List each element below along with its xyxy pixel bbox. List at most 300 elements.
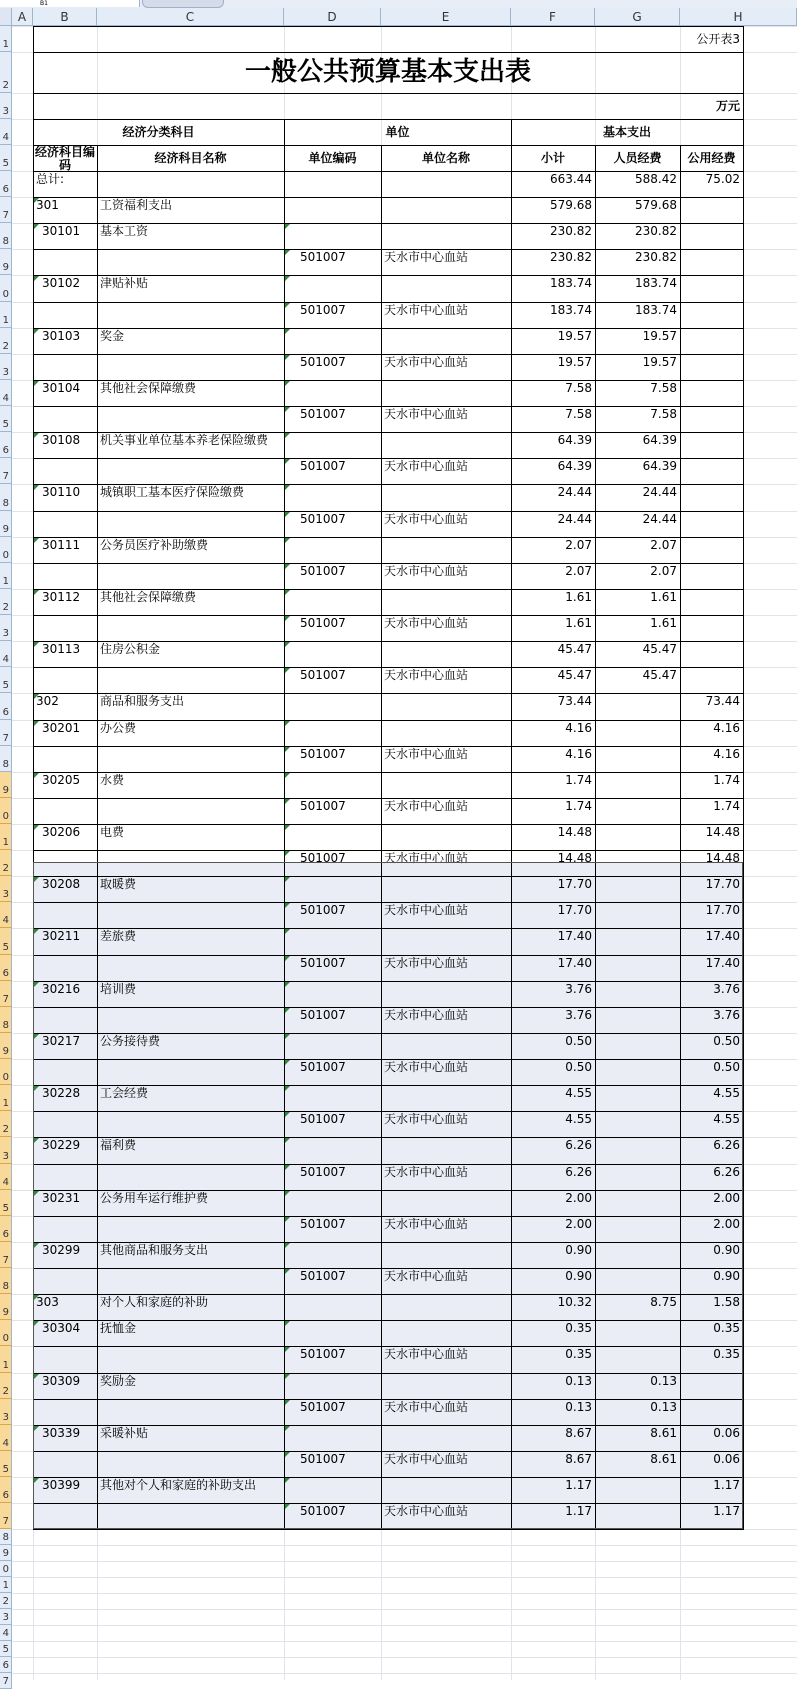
row-unit-name: 天水市中心血站 bbox=[384, 747, 469, 761]
row-personnel: 64.39 bbox=[642, 459, 677, 473]
row-number: 8 bbox=[2, 236, 9, 247]
number-as-text-indicator bbox=[34, 694, 39, 699]
row-header[interactable] bbox=[0, 1346, 12, 1373]
row-number: 2 bbox=[2, 863, 9, 874]
row-public: 4.55 bbox=[713, 1112, 740, 1126]
number-as-text-indicator bbox=[285, 1321, 290, 1326]
row-header[interactable] bbox=[0, 1111, 12, 1137]
column-header-b[interactable]: B bbox=[33, 8, 97, 26]
row-header[interactable] bbox=[0, 1657, 12, 1673]
row-header[interactable] bbox=[0, 1373, 12, 1399]
row-subtotal: 1.74 bbox=[565, 773, 592, 787]
column-title-unit-code: 单位编码 bbox=[308, 151, 357, 165]
row-unit-code bbox=[284, 430, 381, 450]
row-header[interactable] bbox=[0, 798, 12, 824]
row-header[interactable] bbox=[0, 1529, 12, 1545]
row-header[interactable] bbox=[0, 1545, 12, 1561]
number-as-text-indicator bbox=[285, 877, 290, 882]
row-header[interactable] bbox=[0, 902, 12, 928]
row-unit-name bbox=[381, 691, 511, 711]
number-as-text-indicator bbox=[34, 590, 39, 595]
toolbar-tab[interactable] bbox=[142, 0, 224, 8]
row-header[interactable] bbox=[0, 1033, 12, 1059]
row-subtotal: 0.13 bbox=[565, 1400, 592, 1414]
row-public: 1.58 bbox=[713, 1295, 740, 1309]
row-unit-code: 501007 bbox=[300, 459, 346, 473]
number-as-text-indicator bbox=[285, 1269, 290, 1274]
table-number-label: 公开表3 bbox=[696, 32, 740, 46]
row-personnel bbox=[595, 1501, 680, 1521]
row-code: 30217 bbox=[42, 1034, 81, 1048]
row-public: 4.16 bbox=[713, 721, 740, 735]
row-name: 奖金 bbox=[100, 329, 125, 343]
row-number: 2 bbox=[2, 1596, 9, 1607]
row-personnel bbox=[595, 1057, 680, 1077]
row-personnel bbox=[595, 1162, 680, 1182]
row-number: 6 bbox=[2, 1229, 9, 1240]
row-name bbox=[97, 900, 284, 920]
row-name bbox=[97, 509, 284, 529]
row-unit-name: 天水市中心血站 bbox=[384, 1504, 469, 1518]
row-header[interactable] bbox=[0, 928, 12, 955]
row-subtotal: 14.48 bbox=[557, 851, 592, 865]
row-unit-code: 501007 bbox=[300, 407, 346, 421]
number-as-text-indicator bbox=[285, 721, 290, 726]
row-header[interactable] bbox=[0, 328, 12, 354]
row-unit-code: 501007 bbox=[300, 1452, 346, 1466]
row-unit-code: 501007 bbox=[300, 1165, 346, 1179]
row-unit-name: 天水市中心血站 bbox=[384, 903, 469, 917]
row-subtotal: 0.90 bbox=[565, 1269, 592, 1283]
row-unit-name: 天水市中心血站 bbox=[384, 303, 469, 317]
row-header[interactable] bbox=[0, 1085, 12, 1111]
row-header[interactable] bbox=[0, 615, 12, 641]
row-header[interactable] bbox=[0, 1137, 12, 1164]
row-number: 7 bbox=[2, 733, 9, 744]
row-subtotal: 64.39 bbox=[557, 433, 592, 447]
row-code bbox=[33, 1005, 97, 1025]
row-name: 公务接待费 bbox=[100, 1034, 161, 1048]
row-header[interactable] bbox=[0, 171, 12, 197]
row-number: 6 bbox=[2, 445, 9, 456]
row-name bbox=[97, 1109, 284, 1129]
row-number: 5 bbox=[2, 1464, 9, 1475]
row-code: 30208 bbox=[42, 877, 81, 891]
row-public bbox=[680, 221, 743, 241]
number-as-text-indicator bbox=[285, 773, 290, 778]
row-number: 5 bbox=[2, 158, 9, 169]
row-number: 1 bbox=[2, 837, 9, 848]
row-public: 3.76 bbox=[713, 1008, 740, 1022]
select-all-corner[interactable] bbox=[0, 8, 12, 26]
row-personnel bbox=[595, 953, 680, 973]
row-public: 0.35 bbox=[713, 1321, 740, 1335]
row-personnel bbox=[595, 1188, 680, 1208]
row-subtotal: 4.16 bbox=[565, 747, 592, 761]
row-public: 4.16 bbox=[713, 747, 740, 761]
number-as-text-indicator bbox=[285, 747, 290, 752]
row-public bbox=[680, 378, 743, 398]
row-unit-name bbox=[381, 1292, 511, 1312]
row-header[interactable] bbox=[0, 1593, 12, 1609]
row-personnel: 230.82 bbox=[635, 224, 677, 238]
row-header[interactable] bbox=[0, 1625, 12, 1641]
row-unit-name: 天水市中心血站 bbox=[384, 668, 469, 682]
row-header[interactable] bbox=[0, 850, 12, 876]
column-header-g[interactable]: G bbox=[595, 8, 680, 26]
row-number: 4 bbox=[2, 1628, 9, 1639]
row-unit-name bbox=[381, 378, 511, 398]
row-header[interactable] bbox=[0, 1190, 12, 1216]
row-code bbox=[33, 1162, 97, 1182]
row-subtotal: 1.61 bbox=[565, 590, 592, 604]
row-unit-code: 501007 bbox=[300, 956, 346, 970]
row-header[interactable] bbox=[0, 275, 12, 302]
row-name bbox=[97, 1162, 284, 1182]
row-code bbox=[33, 848, 97, 868]
row-header[interactable] bbox=[0, 1320, 12, 1346]
row-public bbox=[680, 430, 743, 450]
number-as-text-indicator bbox=[34, 1321, 39, 1326]
row-header[interactable] bbox=[0, 824, 12, 850]
row-unit-name bbox=[381, 718, 511, 738]
row-header[interactable] bbox=[0, 1561, 12, 1577]
number-as-text-indicator bbox=[34, 1191, 39, 1196]
row-header[interactable] bbox=[0, 641, 12, 667]
row-subtotal: 1.17 bbox=[565, 1504, 592, 1518]
row-code bbox=[33, 1214, 97, 1234]
row-personnel bbox=[595, 1109, 680, 1129]
row-number: 9 bbox=[2, 1046, 9, 1057]
row-number: 2 bbox=[2, 602, 9, 613]
row-subtotal: 17.40 bbox=[557, 929, 592, 943]
row-code: 30211 bbox=[42, 929, 81, 943]
column-header-a[interactable]: A bbox=[12, 8, 33, 26]
row-header[interactable] bbox=[0, 981, 12, 1007]
row-name: 办公费 bbox=[100, 721, 137, 735]
row-public: 17.40 bbox=[705, 929, 740, 943]
row-header[interactable] bbox=[0, 1673, 12, 1689]
row-subtotal: 3.76 bbox=[565, 982, 592, 996]
row-code bbox=[33, 247, 97, 267]
row-header[interactable] bbox=[0, 458, 12, 484]
row-public bbox=[680, 404, 743, 424]
number-as-text-indicator bbox=[285, 1400, 290, 1405]
row-name bbox=[97, 953, 284, 973]
row-number: 1 bbox=[2, 576, 9, 587]
row-subtotal: 0.35 bbox=[565, 1347, 592, 1361]
row-name: 对个人和家庭的补助 bbox=[100, 1295, 209, 1309]
row-code bbox=[33, 953, 97, 973]
row-name bbox=[97, 665, 284, 685]
row-name: 电费 bbox=[100, 825, 125, 839]
row-header[interactable] bbox=[0, 302, 12, 328]
row-header[interactable] bbox=[0, 772, 12, 798]
row-personnel: 19.57 bbox=[642, 355, 677, 369]
row-public bbox=[680, 195, 743, 215]
column-header-c[interactable]: C bbox=[97, 8, 284, 26]
column-header-d[interactable]: D bbox=[284, 8, 381, 26]
row-code: 30228 bbox=[42, 1086, 81, 1100]
number-as-text-indicator bbox=[34, 825, 39, 830]
row-unit-code: 501007 bbox=[300, 1008, 346, 1022]
row-header[interactable] bbox=[0, 511, 12, 537]
column-header-h[interactable]: H bbox=[680, 8, 797, 26]
row-unit-name: 天水市中心血站 bbox=[384, 1008, 469, 1022]
row-unit-code: 501007 bbox=[300, 1060, 346, 1074]
row-unit-name bbox=[381, 979, 511, 999]
group-header-unit: 单位 bbox=[385, 125, 410, 139]
row-subtotal: 230.82 bbox=[550, 224, 592, 238]
number-as-text-indicator bbox=[34, 433, 39, 438]
row-header[interactable] bbox=[0, 1007, 12, 1033]
row-public: 1.74 bbox=[713, 799, 740, 813]
row-public: 0.35 bbox=[713, 1347, 740, 1361]
row-unit-name: 天水市中心血站 bbox=[384, 1269, 469, 1283]
row-header[interactable] bbox=[0, 1609, 12, 1625]
row-public bbox=[680, 535, 743, 555]
row-unit-code bbox=[284, 1240, 381, 1260]
number-as-text-indicator bbox=[34, 381, 39, 386]
row-unit-name bbox=[381, 195, 511, 215]
row-header[interactable] bbox=[0, 197, 12, 223]
row-personnel: 64.39 bbox=[642, 433, 677, 447]
row-subtotal: 0.90 bbox=[565, 1243, 592, 1257]
number-as-text-indicator bbox=[285, 1060, 290, 1065]
row-header[interactable] bbox=[0, 876, 12, 902]
row-unit-name bbox=[381, 587, 511, 607]
row-personnel bbox=[595, 1031, 680, 1051]
row-number: 2 bbox=[2, 341, 9, 352]
row-header[interactable] bbox=[0, 484, 12, 511]
border-h bbox=[33, 1529, 744, 1530]
row-public: 1.17 bbox=[713, 1478, 740, 1492]
row-unit-name bbox=[381, 1423, 511, 1443]
row-code bbox=[33, 1057, 97, 1077]
row-personnel bbox=[595, 1240, 680, 1260]
row-number: 3 bbox=[2, 1412, 9, 1423]
row-subtotal: 2.00 bbox=[565, 1217, 592, 1231]
row-header[interactable] bbox=[0, 1577, 12, 1593]
row-header[interactable] bbox=[0, 93, 12, 119]
row-header[interactable] bbox=[0, 354, 12, 380]
row-header[interactable] bbox=[0, 1399, 12, 1425]
row-name bbox=[97, 744, 284, 764]
row-public bbox=[680, 665, 743, 685]
row-header[interactable] bbox=[0, 1477, 12, 1503]
row-number: 5 bbox=[2, 1644, 9, 1655]
column-title-personnel: 人员经费 bbox=[613, 151, 662, 165]
name-box[interactable]: B1 bbox=[0, 0, 140, 7]
row-number: 1 bbox=[2, 315, 9, 326]
row-name: 公务用车运行维护费 bbox=[100, 1191, 209, 1205]
number-as-text-indicator bbox=[285, 1034, 290, 1039]
number-as-text-indicator bbox=[34, 1138, 39, 1143]
row-unit-name: 天水市中心血站 bbox=[384, 564, 469, 578]
row-header[interactable] bbox=[0, 1242, 12, 1268]
row-number: 2 bbox=[2, 80, 9, 91]
row-code: 30339 bbox=[42, 1426, 81, 1440]
row-code: 30104 bbox=[42, 381, 81, 395]
row-name bbox=[97, 613, 284, 633]
row-header[interactable] bbox=[0, 145, 12, 171]
row-header[interactable] bbox=[0, 432, 12, 458]
row-personnel: 24.44 bbox=[642, 485, 677, 499]
row-header[interactable] bbox=[0, 563, 12, 589]
row-unit-code: 501007 bbox=[300, 1217, 346, 1231]
row-number: 9 bbox=[2, 785, 9, 796]
column-header-e[interactable]: E bbox=[381, 8, 511, 26]
row-unit-name: 天水市中心血站 bbox=[384, 1452, 469, 1466]
row-header[interactable] bbox=[0, 1268, 12, 1294]
row-unit-code bbox=[284, 1475, 381, 1495]
number-as-text-indicator bbox=[285, 1374, 290, 1379]
row-unit-code: 501007 bbox=[300, 668, 346, 682]
row-number: 6 bbox=[2, 1660, 9, 1671]
group-header-econ: 经济分类科目 bbox=[122, 125, 195, 139]
row-subtotal: 183.74 bbox=[550, 303, 592, 317]
row-unit-code: 501007 bbox=[300, 903, 346, 917]
row-number: 4 bbox=[2, 1438, 9, 1449]
row-public: 17.70 bbox=[705, 877, 740, 891]
row-personnel: 19.57 bbox=[642, 329, 677, 343]
row-header[interactable] bbox=[0, 1164, 12, 1190]
row-number: 8 bbox=[2, 759, 9, 770]
row-unit-name: 天水市中心血站 bbox=[384, 355, 469, 369]
column-title-name: 经济科目名称 bbox=[154, 151, 227, 165]
number-as-text-indicator bbox=[285, 1008, 290, 1013]
number-as-text-indicator bbox=[285, 355, 290, 360]
row-public bbox=[680, 247, 743, 267]
row-name: 抚恤金 bbox=[100, 1321, 137, 1335]
row-number: 9 bbox=[2, 1307, 9, 1318]
row-public: 14.48 bbox=[705, 851, 740, 865]
number-as-text-indicator bbox=[285, 956, 290, 961]
row-number: 9 bbox=[2, 1548, 9, 1559]
row-header[interactable] bbox=[0, 537, 12, 563]
row-header[interactable] bbox=[0, 1425, 12, 1451]
row-code: 30108 bbox=[42, 433, 81, 447]
row-public bbox=[680, 352, 743, 372]
row-number: 0 bbox=[2, 1333, 9, 1344]
row-public: 0.06 bbox=[713, 1426, 740, 1440]
row-unit-code bbox=[284, 822, 381, 842]
row-personnel: 7.58 bbox=[650, 407, 677, 421]
row-public: 4.55 bbox=[713, 1086, 740, 1100]
row-header[interactable] bbox=[0, 1503, 12, 1529]
number-as-text-indicator bbox=[34, 1243, 39, 1248]
row-name bbox=[97, 848, 284, 868]
row-personnel: 230.82 bbox=[635, 250, 677, 264]
row-unit-code bbox=[284, 1135, 381, 1155]
row-name bbox=[97, 1449, 284, 1469]
row-header[interactable] bbox=[0, 1059, 12, 1085]
row-unit-code bbox=[284, 874, 381, 894]
number-as-text-indicator bbox=[285, 1347, 290, 1352]
row-name: 商品和服务支出 bbox=[100, 694, 185, 708]
row-personnel bbox=[595, 1266, 680, 1286]
row-name bbox=[97, 404, 284, 424]
number-as-text-indicator bbox=[34, 485, 39, 490]
row-unit-code bbox=[284, 691, 381, 711]
row-number: 7 bbox=[2, 1255, 9, 1266]
row-header[interactable] bbox=[0, 1216, 12, 1242]
row-name bbox=[97, 1266, 284, 1286]
row-header[interactable] bbox=[0, 667, 12, 693]
row-personnel bbox=[595, 796, 680, 816]
number-as-text-indicator bbox=[34, 642, 39, 647]
row-number: 3 bbox=[2, 1151, 9, 1162]
row-unit-name: 天水市中心血站 bbox=[384, 1217, 469, 1231]
row-header[interactable] bbox=[0, 52, 12, 93]
row-unit-name: 天水市中心血站 bbox=[384, 1347, 469, 1361]
row-header[interactable] bbox=[0, 1451, 12, 1477]
row-code: 30111 bbox=[42, 538, 81, 552]
row-public: 0.90 bbox=[713, 1269, 740, 1283]
row-public bbox=[680, 300, 743, 320]
row-code: 30201 bbox=[42, 721, 81, 735]
row-code bbox=[33, 1344, 97, 1364]
row-name bbox=[97, 247, 284, 267]
row-number: 6 bbox=[2, 184, 9, 195]
row-number: 3 bbox=[2, 628, 9, 639]
row-unit-name bbox=[381, 639, 511, 659]
row-subtotal: 0.50 bbox=[565, 1060, 592, 1074]
row-header[interactable] bbox=[0, 1641, 12, 1657]
number-as-text-indicator bbox=[34, 538, 39, 543]
number-as-text-indicator bbox=[285, 1112, 290, 1117]
row-header[interactable] bbox=[0, 746, 12, 772]
row-code: 30102 bbox=[42, 276, 81, 290]
row-name: 城镇职工基本医疗保险缴费 bbox=[100, 485, 245, 499]
row-code bbox=[33, 900, 97, 920]
number-as-text-indicator bbox=[285, 407, 290, 412]
row-header[interactable] bbox=[0, 406, 12, 432]
row-code bbox=[33, 613, 97, 633]
row-code: 总计: bbox=[36, 172, 65, 186]
row-public: 6.26 bbox=[713, 1138, 740, 1152]
row-header[interactable] bbox=[0, 380, 12, 406]
row-header[interactable] bbox=[0, 693, 12, 720]
row-unit-name: 天水市中心血站 bbox=[384, 1400, 469, 1414]
row-header[interactable] bbox=[0, 223, 12, 249]
row-unit-code: 501007 bbox=[300, 1400, 346, 1414]
row-header[interactable] bbox=[0, 589, 12, 615]
row-header[interactable] bbox=[0, 1294, 12, 1320]
row-unit-code bbox=[284, 1423, 381, 1443]
number-as-text-indicator bbox=[34, 1426, 39, 1431]
column-header-f[interactable]: F bbox=[511, 8, 595, 26]
row-personnel: 8.75 bbox=[650, 1295, 677, 1309]
row-header[interactable] bbox=[0, 720, 12, 746]
row-header[interactable] bbox=[0, 26, 12, 52]
number-as-text-indicator bbox=[285, 590, 290, 595]
row-public bbox=[680, 1371, 743, 1391]
row-personnel bbox=[595, 1344, 680, 1364]
row-code bbox=[33, 300, 97, 320]
row-unit-code bbox=[284, 535, 381, 555]
row-header[interactable] bbox=[0, 955, 12, 981]
row-name: 取暖费 bbox=[100, 877, 137, 891]
row-name: 基本工资 bbox=[100, 224, 149, 238]
row-personnel: 24.44 bbox=[642, 512, 677, 526]
number-as-text-indicator bbox=[285, 1243, 290, 1248]
row-public bbox=[680, 273, 743, 293]
row-subtotal: 64.39 bbox=[557, 459, 592, 473]
row-header[interactable] bbox=[0, 249, 12, 275]
row-header[interactable] bbox=[0, 119, 12, 145]
row-code bbox=[33, 665, 97, 685]
